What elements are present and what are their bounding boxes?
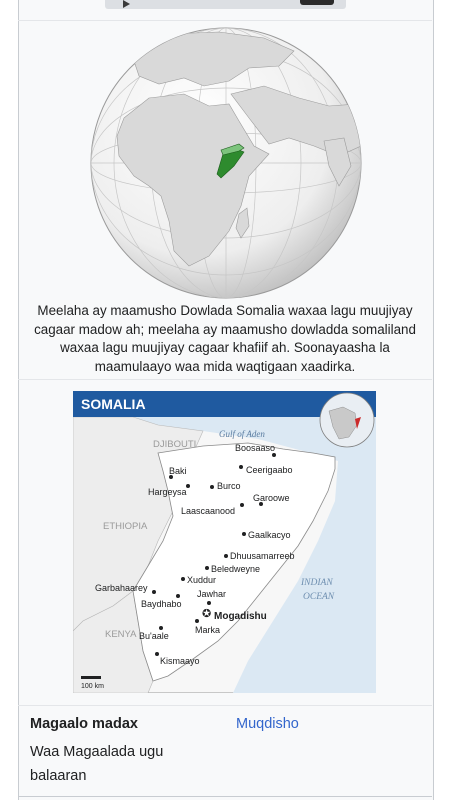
city-label: Boosaaso <box>235 443 276 453</box>
city-label: Marka <box>195 625 221 635</box>
globe-locator-map[interactable] <box>89 26 363 300</box>
media-player-bar[interactable] <box>105 0 346 9</box>
city-label: Garoowe <box>253 493 290 503</box>
city-label: Ceerigaabo <box>246 465 293 475</box>
city-label: Garbahaarey <box>95 583 148 593</box>
divider <box>18 379 432 380</box>
country-djibouti: DJIBOUTI <box>153 439 197 450</box>
player-control[interactable] <box>300 0 334 5</box>
scale-label: 100 km <box>81 683 104 690</box>
divider <box>18 20 432 21</box>
globe-caption: Meelaha ay maamusho Dowlada Somalia waxaa lagu muujiyay cagaar madow ah; meelaha ay maamusho dowladda somaliland waxaa lagu muujiyay cagaar khafiif ah. Soonayaasha la maamulaayo waa mida waqtigaan xaadirka. <box>34 303 416 374</box>
city-label: Beledweyne <box>211 564 261 574</box>
city-label: Gaalkacyo <box>248 530 291 540</box>
city-label: Baydhabo <box>141 599 182 609</box>
capital-label: Magaalo madax <box>30 716 138 732</box>
country-kenya: KENYA <box>105 629 137 640</box>
capital-sublabel: Waa Magaalada ugu balaaran <box>30 744 164 784</box>
play-icon[interactable] <box>123 0 130 8</box>
city-label: Baki <box>169 466 187 476</box>
divider <box>18 796 432 797</box>
capital-link[interactable]: Muqdisho <box>236 716 299 732</box>
country-ethiopia: ETHIOPIA <box>103 521 148 532</box>
city-label: Burco <box>217 481 241 491</box>
city-label: Laascaanood <box>181 506 236 516</box>
city-label: Dhuusamarreeb <box>230 551 295 561</box>
city-label: Kismaayo <box>160 656 200 666</box>
ocean-label-1: INDIAN <box>301 578 333 588</box>
city-label: Jawhar <box>197 589 227 599</box>
city-label: Mogadishu <box>214 611 267 622</box>
city-label: Xuddur <box>187 575 217 585</box>
map-title: SOMALIA <box>81 396 146 412</box>
somalia-map[interactable] <box>73 391 376 693</box>
divider <box>18 705 432 706</box>
capital-star-icon: ✪ <box>202 608 212 620</box>
city-label: Bu'aale <box>139 631 169 641</box>
gulf-label: Gulf of Aden <box>219 429 265 439</box>
ocean-label-2: OCEAN <box>303 592 335 602</box>
city-label: Hargeysa <box>148 487 187 497</box>
